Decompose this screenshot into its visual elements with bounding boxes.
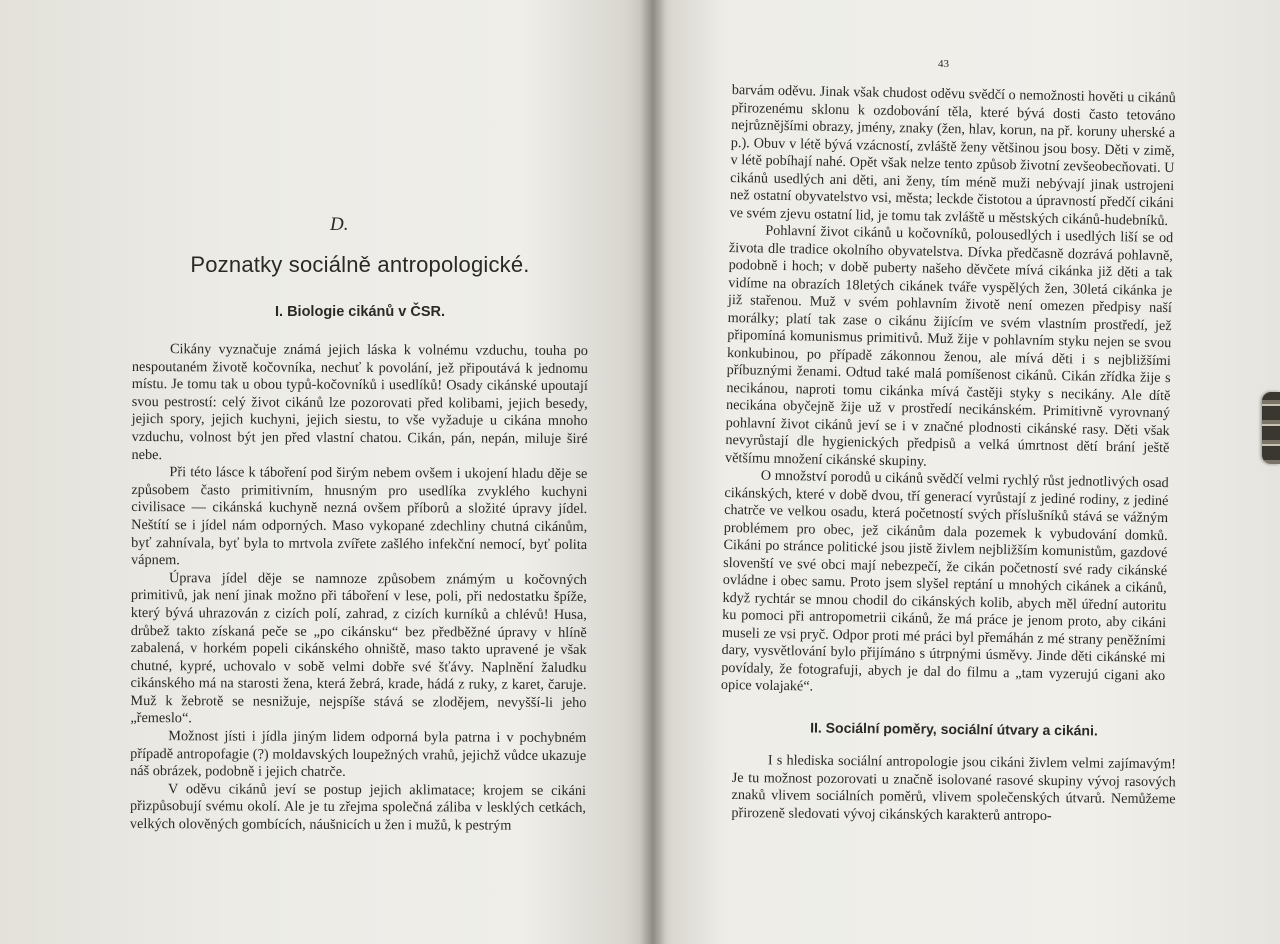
page-number: 43: [938, 58, 949, 70]
paragraph: Pohlavní život cikánů u kočovníků, polousedlých i usedlých liší se od života dle tradice okolního obyvatelstva. Dívka předčasně dozrává pohlavně, podobně i hoch; v době puberty našeho děvčete mívá cikánka již děti a tak vidíme na obrazích 18letých cikánek tváře vyspělých žen, 30letá cikánka je již stařenou. Muž v svém pohlavním životě není omezen předpisy naší morálky; platí tak zase o cikánu žijícím ve svém vlastním prostředí, jež připomíná komunismus primitivů. Muž žije v pohlavním styku nejen se svou konkubinou, po případě zákonnou ženou, ale mívá děti i s nejbližšími příbuznými ženami. Odtud také malá pomíšenost cikánů. Cikán zřídka žije s necikánou, naproti tomu cikánka mívá častěji styky s necikány. Ale dítě necikána obyčejně žije už v prostředí necikánském. Primitivně vyrovnaný pohlavní život cikánů jeví se i v značné plodnosti cikánské rasy. Děti však nevyrůstají dle hygienických předpisů a velká úmrtnost dětí brání ještě většímu množení cikánské skupiny.: [724, 222, 1174, 470]
right-body-text-top: [721, 82, 1176, 703]
paragraph: V oděvu cikánů jeví se postup jejich aklimatace; krojem se cikáni přizpůsobují svému okolí. Ale je tu zřejma společná záliba v lesklých cetkách, velkých olověných gombících, náušnicích u žen i mužů, k pestrým: [129, 781, 587, 834]
paragraph: O množství porodů u cikánů svědčí velmi rychlý růst jednotlivých osad cikánských, které v době dvou, tří generací vyrůstají z jediné rodiny, z jediné chatrče ve velkou osadu, která početností svých příslušníků stává se vážným problémem pro obec, jež cikánům dala pozemek k vybudování domků. Cikáni po stránce politické jsou jistě živlem nejbližším komunistům, gazdové slovenští ve své obci mají nebezpečí, že cikán početností své rady cikánské ovládne i obec samu. Proto jsem slyšel reptání u mnohých cikánek a cikánů, když rychtár se mnou chodil do cikánských kolib, abych měl úřední autoritu ku pomoci při antropometrii cikánů, že má práce je jenom proto, aby cikáni museli ze vsi pryč. Odpor proti mé práci byl přemáhán z mé strany peněžními dary, vysvětlování bylo přijímáno s útrpnými úsměvy. Jinde děti cikánské mi povídaly, že fotografuji, abych je dal do filmu a „tam vyzerujú cigani ako opice volajaké“.: [720, 467, 1169, 695]
chapter-title-socialni-pomery: II. Sociální poměry, sociální útvary a cikáni.: [810, 719, 1098, 739]
paragraph: Při této lásce k táboření pod širým nebem ovšem i ukojení hladu děje se způsobem často primitivním, hnusným pro usedlíka zvyklého kuchyni civilisace — cikánská kuchyně nezná ovšem příborů a složité úpravy jídel. Neštítí se i jídel nám odporných. Maso vykopané zdechliny chutná cikánům, byť zahnívala, byť byla to mrtvola zvířete zašlého infekční nemocí, byť polita vápnem.: [131, 464, 588, 569]
left-body-text: [130, 341, 588, 836]
right-page: [652, 0, 1280, 944]
paragraph: Úprava jídel děje se namnoze způsobem známým u kočovných primitivů, jak není jinak možno při táboření v lese, poli, při nedostatku špíže, který bývá uhrazován z cizích polí, zahrad, z cizích kurníků a chlévů! Husa, drůbež takto získaná peče se „po cikánsku“ bez předběžné úpravy v hlíně zabalená, v horkém popeli cikánského ohniště, maso takto upravené je však chutné, kypré, uchovalo v sobě velmi dobře své šťávy. Naplnění žaludku cikánského má na starosti žena, která žebrá, krade, hádá z ruky, z karet, čaruje. Muž k žebrotě se nesnižuje, nejspíše stává se zlodějem, nevyšší-li jeho „řemeslo“.: [130, 569, 587, 727]
paragraph: Možnost jísti i jídla jiným lidem odporná byla patrna i v pochybném případě antropofagie (?) moldavských loupežných vrahů, jejichž vůdce ukazuje náš obrázek, podobně i jejich chatrče.: [130, 728, 587, 781]
binder-clip: [1262, 392, 1280, 464]
section-letter: D.: [330, 214, 349, 235]
right-body-text-bottom: [731, 752, 1176, 826]
page-title: Poznatky sociálně antropologické.: [190, 252, 530, 277]
paragraph: I s hlediska sociální antropologie jsou cikáni živlem velmi zajímavým! Je tu možnost pozorovati u značně isolované rasové skupiny vývoj rasových znaků vlivem sociálních poměrů, vlivem společenských útvarů. Nemůžeme přirozeně sledovati vývoj cikánských karakterů antropo-: [731, 752, 1176, 824]
paragraph: Cikány vyznačuje známá jejich láska k volnému vzduchu, touha po nespoutaném životě kočovníka, nechuť k povolání, jež připoutává k jednomu místu. Je tomu tak u obou typů-kočovníků i usedlíků! Osady cikánské upoutají svou pestrostí: celý život cikánů lze pozorovati před kolibami, jejich besedy, jejich spory, jejich kuchyni, jejich siestu, to vše vyžaduje u cikána mnoho vzduchu, volnost být jen před vlastní chatou. Cikán, pán, nepán, miluje širé nebe.: [131, 341, 588, 463]
chapter-title-biologie: I. Biologie cikánů v ČSR.: [274, 304, 445, 320]
paragraph: barvám oděvu. Jinak však chudost oděvu svědčí o nemožnosti hověti u cikánů přirozenému sklonu k ozdobování těla, které bývá dosti často tetováno nejrůznějšími obrazy, jmény, znaky (žen, hlav, korun, na př. koruny uherské a p.). Obuv v létě bývá vzácností, zvláště ženy většinou jsou bosy. Děti v zimě, v létě pobíhají nahé. Opět však nelze tento způsob životní zevšeobecňovati. U cikánů usedlých ani děti, ani ženy, tím méně muži nebývají jinak ustrojeni než ostatní obyvatelstvo vsi, města; leckde čistotou a úpravností předčí cikáni ve svém zjevu ostatní lid, je tomu tak zvláště u městských cikánů-hudebníků.: [729, 82, 1176, 229]
